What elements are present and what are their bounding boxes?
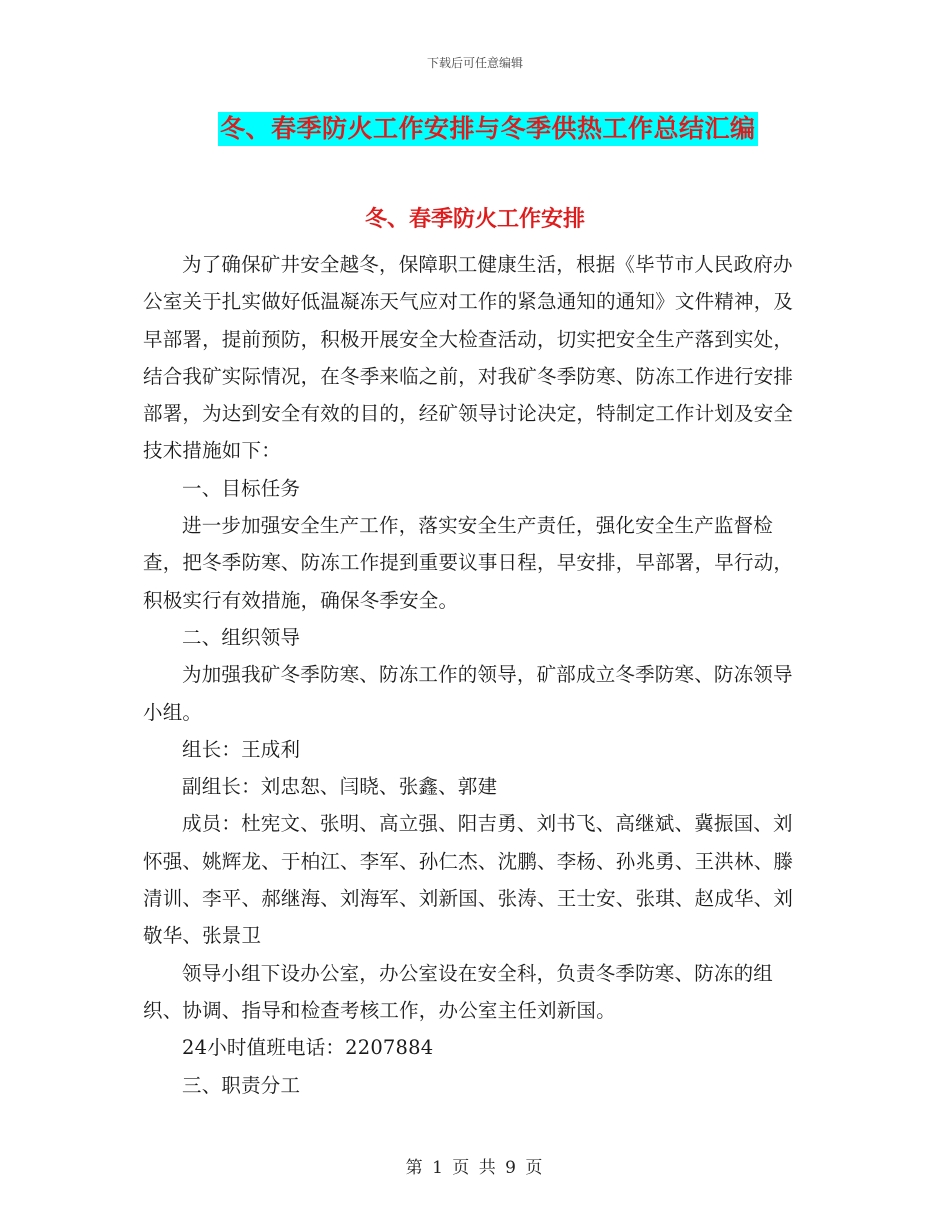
heading-responsibilities: 三、职责分工: [182, 1073, 301, 1097]
group-members: 成员：杜宪文、张明、高立强、阳吉勇、刘书飞、高继斌、冀振国、刘怀强、姚辉龙、于柏江、李军、孙仁杰、沈鹏、李杨、孙兆勇、王洪林、滕清训、李平、郝继海、刘海军、刘新国、张涛、王士安、张琪、赵成华、刘敬华、张景卫: [143, 812, 794, 948]
group-leader: 组长：王成利: [182, 737, 301, 761]
section-title: 冬、春季防火工作安排: [364, 207, 585, 232]
heading-leadership: 二、组织领导: [182, 625, 301, 649]
paragraph-office: 领导小组下设办公室，办公室设在安全科，负责冬季防寒、防冻的组织、协调、指导和检查考核工作，办公室主任刘新国。: [143, 961, 774, 1022]
duty-phone: 24小时值班电话：2207884: [182, 1036, 434, 1060]
deputy-leaders: 副组长：刘忠恕、闫晓、张鑫、郭建: [182, 775, 498, 799]
document-title: 冬、春季防火工作安排与冬季供热工作总结汇编: [218, 112, 758, 146]
paragraph-leadership: 为加强我矿冬季防寒、防冻工作的领导，矿部成立冬季防寒、防冻领导小组。: [143, 663, 793, 724]
page-number: 第 1 页 共 9 页: [405, 1158, 545, 1178]
paragraph-intro: 为了确保矿井安全越冬，保障职工健康生活，根据《毕节市人民政府办公室关于扎实做好低温凝冻天气应对工作的紧急通知的通知》文件精神，及早部署，提前预防，积极开展安全大检查活动，切实把安全生产落到实处，结合我矿实际情况，在冬季来临之前，对我矿冬季防寒、防冻工作进行安排部署，为达到安全有效的目的，经矿领导讨论决定，特制定工作计划及安全技术措施如下：: [143, 253, 794, 463]
heading-objectives: 一、目标任务: [182, 476, 301, 500]
paragraph-objectives: 进一步加强安全生产工作，落实安全生产责任，强化安全生产监督检查，把冬季防寒、防冻工作提到重要议事日程，早安排，早部署，早行动，积极实行有效措施，确保冬季安全。: [143, 514, 794, 612]
document-body: [143, 246, 808, 1104]
header-note: 下载后可任意编辑: [426, 56, 523, 70]
